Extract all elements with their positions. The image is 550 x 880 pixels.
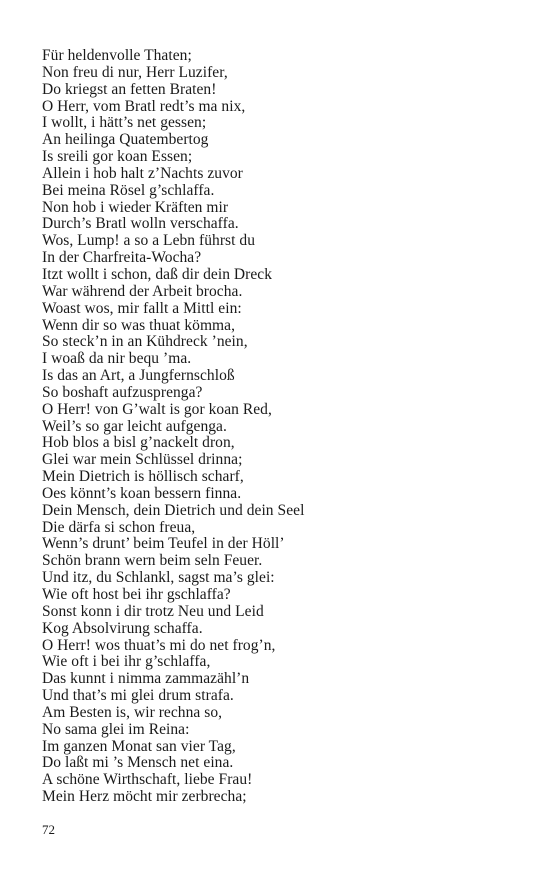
poem-line: Wos, Lump! a so a Lebn führst du	[42, 232, 256, 250]
poem-line: So steck’n in an Kühdreck ’nein,	[42, 333, 248, 351]
poem-line: Is das an Art, a Jungfernschloß	[42, 367, 235, 385]
poem-line: Schön brann wern beim seln Feuer.	[42, 552, 263, 570]
poem-line: In der Charfreita-Wocha?	[42, 249, 202, 267]
poem-line: Weil’s so gar leicht aufgenga.	[42, 417, 227, 435]
poem-line: Woast wos, mir fallt a Mittl ein:	[42, 299, 242, 317]
poem-line: I woaß da nir bequ ’ma.	[42, 350, 192, 368]
poem-line: O Herr, vom Bratl redt’s ma nix,	[42, 97, 246, 115]
poem-line: Durch’s Bratl wolln verschaffa.	[42, 215, 239, 233]
poem-line: Mein Herz möcht mir zerbrecha;	[42, 788, 247, 806]
poem-line: Und itz, du Schlankl, sagst ma’s glei:	[42, 569, 275, 587]
poem-line: Allein i hob halt z’Nachts zuvor	[42, 164, 243, 182]
poem-line: Wie oft i bei ihr g’schlaffa,	[42, 653, 211, 671]
poem-line: Bei meina Rösel g’schlaffa.	[42, 181, 215, 199]
poem-line: Wenn dir so was thuat kömma,	[42, 316, 236, 334]
poem-line: Non hob i wieder Kräften mir	[42, 198, 229, 216]
poem-line: Die därfa si schon freua,	[42, 518, 196, 536]
poem-line: Dein Mensch, dein Dietrich und dein Seel	[42, 501, 305, 519]
poem-line: Für heldenvolle Thaten;	[42, 47, 192, 64]
page-number: 72	[42, 822, 55, 837]
poem-line: Und that’s mi glei drum strafa.	[42, 687, 234, 705]
poem-line: Is sreili gor koan Essen;	[42, 148, 193, 166]
poem-line: An heilinga Quatembertog	[42, 131, 209, 149]
poem-line: Hob blos a bisl g’nackelt dron,	[42, 434, 235, 452]
poem-line: No sama glei im Reina:	[42, 720, 190, 738]
poem-line: Sonst konn i dir trotz Neu und Leid	[42, 602, 264, 620]
poem-line: Wie oft host bei ihr gschlaffa?	[42, 586, 231, 603]
poem-line: Glei war mein Schlüssel drinna;	[42, 451, 243, 469]
poem-line: O Herr! wos thuat’s mi do net frog’n,	[42, 636, 276, 654]
poem-text	[42, 48, 304, 806]
poem-line: Mein Dietrich is höllisch scharf,	[42, 468, 244, 486]
poem-line: Das kunnt i nimma zammazähl’n	[42, 670, 250, 688]
poem-line: Wenn’s drunt’ beim Teufel in der Höll’	[42, 535, 285, 553]
poem-line: Oes könnt’s koan bessern finna.	[42, 484, 242, 502]
poem-line: A schöne Wirthschaft, liebe Frau!	[42, 771, 253, 789]
poem-line: Do laßt mi ’s Mensch net eina.	[42, 754, 234, 772]
poem-line: Kog Absolvirung schaffa.	[42, 619, 203, 637]
poem-line: Im ganzen Monat san vier Tag,	[42, 737, 236, 755]
poem-line: Itzt wollt i schon, daß dir dein Dreck	[42, 265, 273, 283]
poem-line: Do kriegst an fetten Braten!	[42, 80, 217, 98]
poem-line: War während der Arbeit brocha.	[42, 282, 243, 300]
poem-line: Am Besten is, wir rechna so,	[42, 703, 223, 721]
poem-line: I wollt, i hätt’s net gessen;	[42, 114, 207, 132]
poem-line: Non freu di nur, Herr Luzifer,	[42, 63, 228, 81]
poem-line: So boshaft aufzusprenga?	[42, 383, 203, 401]
poem-line: O Herr! von G’walt is gor koan Red,	[42, 400, 272, 418]
